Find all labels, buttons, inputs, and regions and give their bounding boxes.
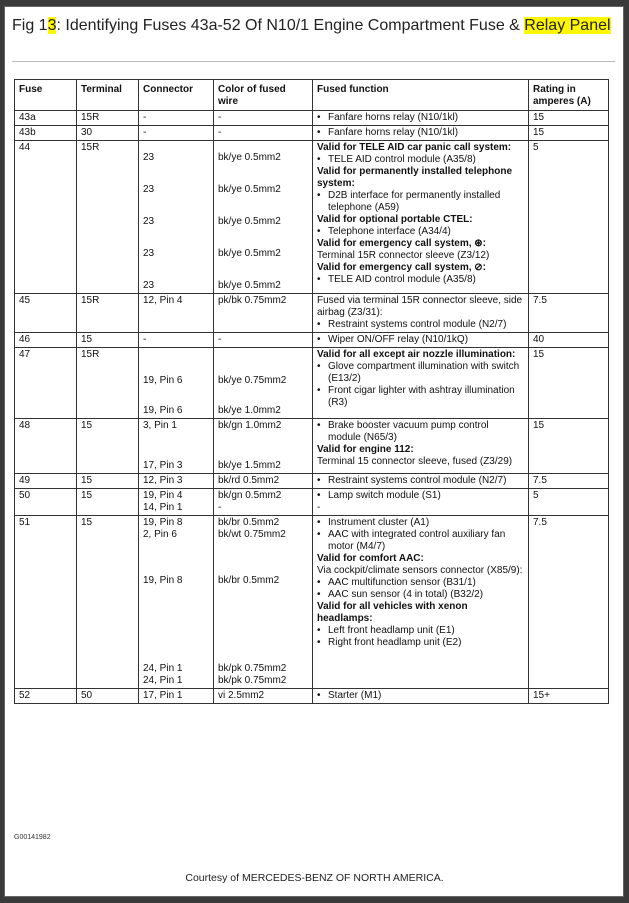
function-cell	[313, 294, 529, 333]
wire-value: bk/gn 1.0mm2	[218, 420, 282, 431]
title-divider	[12, 61, 615, 62]
wire-value: bk/ye 0.5mm2	[218, 184, 281, 195]
table-row	[15, 333, 609, 348]
table-row	[15, 126, 609, 141]
connector-value: 14, Pin 1	[143, 502, 183, 513]
function-cell	[313, 126, 529, 141]
table-header-row	[15, 80, 609, 111]
color-cell: vi 2.5mm2	[214, 689, 313, 704]
highlight-mark: Relay Panel	[524, 17, 611, 34]
rating-cell: 15	[529, 419, 609, 474]
table-row	[15, 111, 609, 126]
function-text: Terminal 15 connector sleeve, fused (Z3/29)	[317, 456, 513, 467]
rating-cell: 7.5	[529, 294, 609, 333]
function-heading: Valid for comfort AAC:	[317, 553, 424, 564]
function-item: • Wiper ON/OFF relay (N10/1kQ)	[317, 334, 524, 346]
wire-value: bk/ye 0.75mm2	[218, 375, 287, 386]
wire-value: bk/ye 1.0mm2	[218, 405, 281, 416]
connector-cell: 12, Pin 3	[139, 474, 214, 489]
function-cell	[313, 689, 529, 704]
table-row	[15, 348, 609, 419]
rating-cell: 7.5	[529, 516, 609, 689]
connector-cell: -	[139, 333, 214, 348]
terminal-cell: 15R	[77, 111, 139, 126]
connector-cell: -	[139, 126, 214, 141]
terminal-cell: 15	[77, 489, 139, 516]
color-cell	[214, 141, 313, 294]
connector-cell	[139, 419, 214, 474]
connector-cell: -	[139, 111, 214, 126]
connector-cell	[139, 348, 214, 419]
connector-value: 19, Pin 8	[143, 575, 183, 586]
function-item: • AAC with integrated control auxiliary fan motor (M4/7)	[317, 529, 524, 553]
color-cell	[214, 489, 313, 516]
connector-cell	[139, 489, 214, 516]
function-item: • Lamp switch module (S1)	[317, 490, 524, 502]
header-fuse: Fuse	[15, 80, 77, 111]
fuse-cell: 48	[15, 419, 77, 474]
wire-value: bk/wt 0.75mm2	[218, 529, 286, 540]
figure-code: G00141982	[14, 834, 51, 841]
wire-value: bk/br 0.5mm2	[218, 575, 280, 586]
function-item: • Glove compartment illumination with switch (E13/2)	[317, 361, 524, 385]
table-row	[15, 419, 609, 474]
color-cell: -	[214, 333, 313, 348]
color-cell: -	[214, 111, 313, 126]
function-item: • Instrument cluster (A1)	[317, 517, 524, 529]
connector-value: 19, Pin 8	[143, 517, 183, 528]
function-heading: Valid for permanently installed telephone system:	[317, 166, 513, 189]
terminal-cell: 15R	[77, 294, 139, 333]
function-heading: Valid for engine 112:	[317, 444, 414, 455]
function-item: • Brake booster vacuum pump control module (N65/3)	[317, 420, 524, 444]
color-cell: pk/bk 0.75mm2	[214, 294, 313, 333]
table-row	[15, 474, 609, 489]
function-cell	[313, 489, 529, 516]
fuse-cell: 43b	[15, 126, 77, 141]
rating-cell: 5	[529, 489, 609, 516]
fuse-cell: 47	[15, 348, 77, 419]
highlight-mark: 3	[47, 17, 57, 34]
wire-value: bk/gn 0.5mm2	[218, 490, 282, 501]
function-text: Via cockpit/climate sensors connector (X85/9):	[317, 565, 523, 576]
header-terminal: Terminal	[77, 80, 139, 111]
function-item: • Fanfare horns relay (N10/1kl)	[317, 127, 524, 139]
function-item: • AAC multifunction sensor (B31/1)	[317, 577, 524, 589]
function-item: • Starter (M1)	[317, 690, 524, 702]
wire-value: bk/ye 0.5mm2	[218, 152, 281, 163]
wire-value: bk/pk 0.75mm2	[218, 675, 287, 686]
fuse-cell: 50	[15, 489, 77, 516]
function-item: • Front cigar lighter with ashtray illumination (R3)	[317, 385, 524, 409]
color-cell: bk/rd 0.5mm2	[214, 474, 313, 489]
rating-cell: 15+	[529, 689, 609, 704]
connector-value: 3, Pin 1	[143, 420, 177, 431]
wire-value: bk/pk 0.75mm2	[218, 663, 287, 674]
function-item: • Restraint systems control module (N2/7)	[317, 319, 524, 331]
function-cell	[313, 474, 529, 489]
function-item: • Right front headlamp unit (E2)	[317, 637, 524, 649]
connector-value: 24, Pin 1	[143, 663, 183, 674]
connector-value: 19, Pin 6	[143, 375, 183, 386]
table-row	[15, 141, 609, 294]
terminal-cell: 15R	[77, 141, 139, 294]
connector-value: 23	[143, 280, 155, 291]
courtesy-credit: Courtesy of MERCEDES-BENZ OF NORTH AMERICA.	[185, 872, 444, 884]
color-cell: -	[214, 126, 313, 141]
fuse-cell: 44	[15, 141, 77, 294]
connector-value: 19, Pin 6	[143, 405, 183, 416]
table-row	[15, 689, 609, 704]
fuse-table	[14, 79, 609, 704]
rating-cell: 40	[529, 333, 609, 348]
header-color: Color of fused wire	[214, 80, 313, 111]
table-row	[15, 294, 609, 333]
function-text: Terminal 15R connector sleeve (Z3/12)	[317, 250, 490, 261]
connector-value: 17, Pin 3	[143, 460, 183, 471]
function-heading: Valid for emergency call system, ⊘:	[317, 262, 487, 273]
rating-cell: 15	[529, 111, 609, 126]
color-cell	[214, 419, 313, 474]
function-heading: Valid for all vehicles with xenon headlamps:	[317, 601, 468, 624]
connector-cell	[139, 141, 214, 294]
function-cell	[313, 419, 529, 474]
rating-cell: 5	[529, 141, 609, 294]
figure-title: Fig 13: Identifying Fuses 43a-52 Of N10/1 Engine Compartment Fuse & Relay Panel	[12, 17, 611, 34]
connector-cell: 17, Pin 1	[139, 689, 214, 704]
function-heading: Valid for TELE AID car panic call system:	[317, 142, 512, 153]
function-item: • Telephone interface (A34/4)	[317, 226, 524, 238]
wire-value: bk/ye 0.5mm2	[218, 248, 281, 259]
color-cell	[214, 348, 313, 419]
terminal-cell: 15R	[77, 348, 139, 419]
function-text: Fused via terminal 15R connector sleeve, side airbag (Z3/31):	[317, 295, 523, 318]
fuse-cell: 43a	[15, 111, 77, 126]
connector-value: 23	[143, 152, 155, 163]
function-text: -	[317, 502, 321, 513]
function-item: • Restraint systems control module (N2/7)	[317, 475, 524, 487]
function-cell	[313, 516, 529, 689]
fuse-cell: 49	[15, 474, 77, 489]
function-cell	[313, 111, 529, 126]
function-item: • Left front headlamp unit (E1)	[317, 625, 524, 637]
connector-value: 23	[143, 184, 155, 195]
connector-value: 2, Pin 6	[143, 529, 177, 540]
connector-value: 19, Pin 4	[143, 490, 183, 501]
wire-value: bk/br 0.5mm2	[218, 517, 280, 528]
function-cell	[313, 141, 529, 294]
function-heading: Valid for emergency call system, ⊛:	[317, 238, 487, 249]
fuse-cell: 45	[15, 294, 77, 333]
fuse-cell: 46	[15, 333, 77, 348]
connector-cell: 12, Pin 4	[139, 294, 214, 333]
function-cell	[313, 348, 529, 419]
function-item: • TELE AID control module (A35/8)	[317, 154, 524, 166]
header-function: Fused function	[313, 80, 529, 111]
header-rating: Rating in amperes (A)	[529, 80, 609, 111]
connector-cell	[139, 516, 214, 689]
fuse-cell: 51	[15, 516, 77, 689]
rating-cell: 15	[529, 348, 609, 419]
wire-value: bk/ye 0.5mm2	[218, 216, 281, 227]
fuse-cell: 52	[15, 689, 77, 704]
terminal-cell: 30	[77, 126, 139, 141]
rating-cell: 15	[529, 126, 609, 141]
table-row	[15, 489, 609, 516]
terminal-cell: 15	[77, 419, 139, 474]
terminal-cell: 15	[77, 516, 139, 689]
header-connector: Connector	[139, 80, 214, 111]
function-heading: Valid for all except air nozzle illumination:	[317, 349, 516, 360]
table-row	[15, 516, 609, 689]
wire-value: bk/ye 1.5mm2	[218, 460, 281, 471]
connector-value: 24, Pin 1	[143, 675, 183, 686]
wire-value: bk/ye 0.5mm2	[218, 280, 281, 291]
terminal-cell: 15	[77, 333, 139, 348]
rating-cell: 7.5	[529, 474, 609, 489]
function-cell	[313, 333, 529, 348]
terminal-cell: 15	[77, 474, 139, 489]
function-item: • TELE AID control module (A35/8)	[317, 274, 524, 286]
connector-value: 23	[143, 216, 155, 227]
function-item: • D2B interface for permanently installed telephone (A59)	[317, 190, 524, 214]
color-cell	[214, 516, 313, 689]
function-item: • AAC sun sensor (4 in total) (B32/2)	[317, 589, 524, 601]
wire-value: -	[218, 502, 222, 513]
terminal-cell: 50	[77, 689, 139, 704]
function-item: • Fanfare horns relay (N10/1kl)	[317, 112, 524, 124]
function-heading: Valid for optional portable CTEL:	[317, 214, 473, 225]
connector-value: 23	[143, 248, 155, 259]
